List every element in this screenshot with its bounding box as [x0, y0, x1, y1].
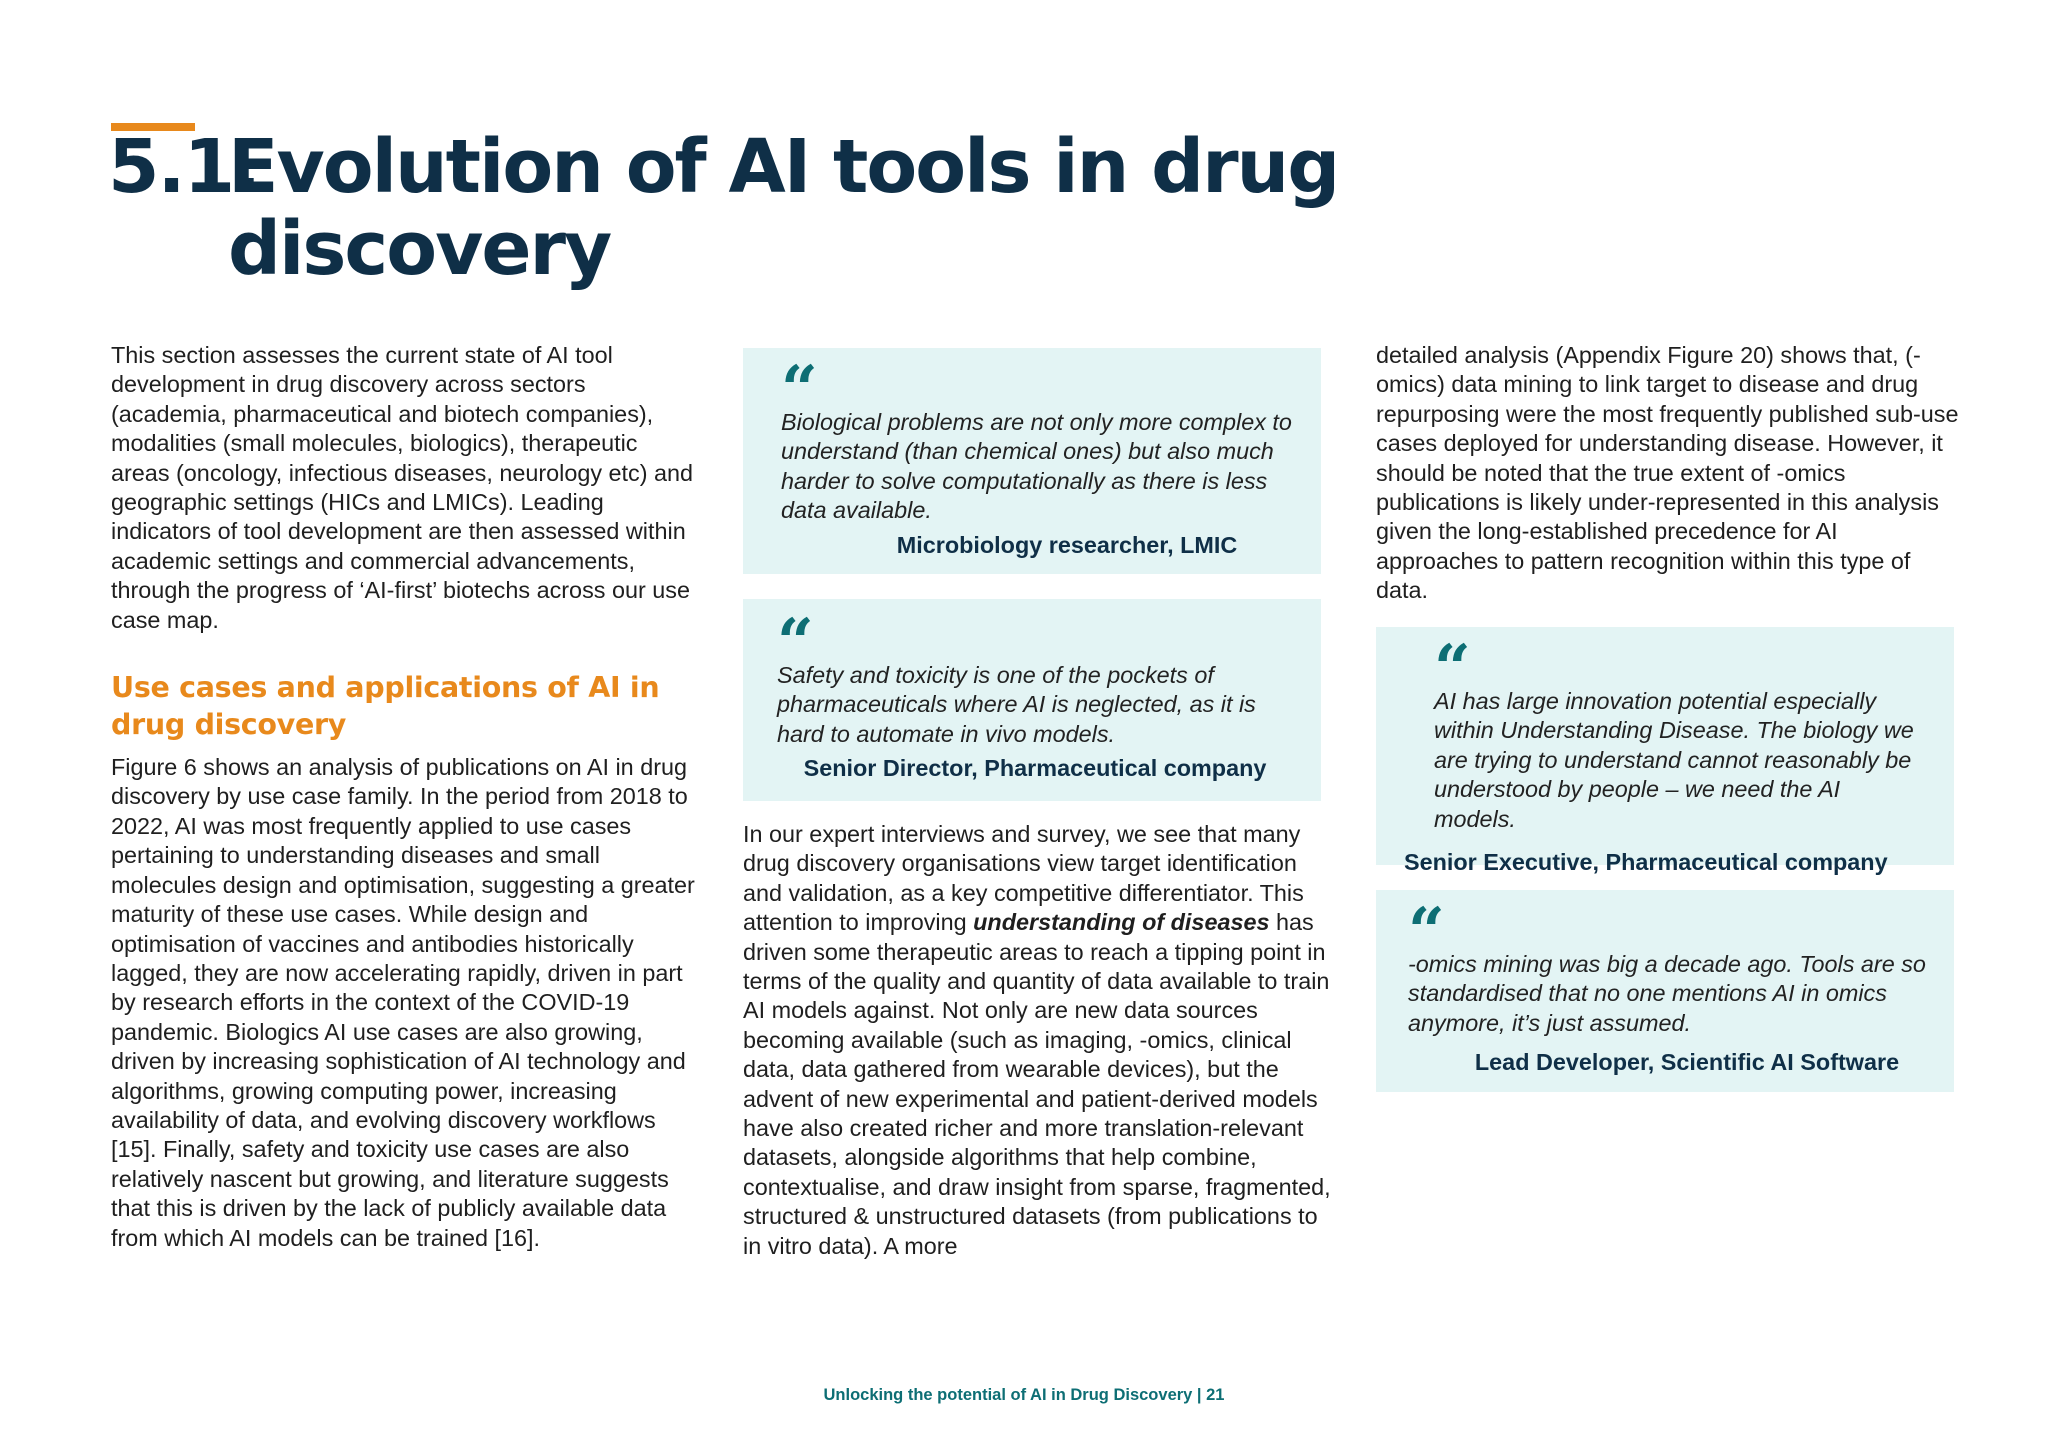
emphasis-text: understanding of diseases	[973, 909, 1270, 936]
paragraph-part-1: In our expert interviews and survey, we see that many drug discovery organisations view target identification and validation, as a key competitive differentiator. This attention to improving	[743, 821, 1304, 936]
intro-paragraph: This section assesses the current state of AI tool development in drug discovery across sectors (academia, pharmaceutical and biotech companies), modalities (small molecules, biologics), therapeutic areas (oncology, infectious diseases, neurology etc) and geographic settings (HICs and LMICs). Leading indicators of tool development are then assessed within academic settings and commercial advancements, through the progress of ‘AI-first’ biotechs across our use case map.	[111, 342, 694, 633]
quote-box-1	[743, 348, 1321, 574]
quote-mark-icon: “	[781, 352, 818, 427]
paragraph-part-2: has driven some therapeutic areas to reach a tipping point in terms of the quality and quantity of data available to train AI models against. Not only are new data sources becoming available (such as imaging, -omics, clinical data, data gathered from wearable devices), but the advent of new experimental and patient-derived models have also created richer and more translation-relevant datasets, alongside algorithms that help combine, contextualise, and draw insight from sparse, fragmented, structured & unstructured datasets (from publications to in vitro data). A more	[743, 909, 1331, 1259]
quote-box-2	[743, 599, 1321, 801]
quote-attribution: Microbiology researcher, LMIC	[896, 531, 1238, 558]
section-number: 5.1.	[108, 124, 260, 210]
right-column	[1376, 341, 1966, 606]
quote-box-3	[1376, 627, 1954, 876]
quote-text: Biological problems are not only more complex to understand (than chemical ones) but also much harder to solve computationally as there is less data available.	[781, 409, 1292, 524]
quote-text: Safety and toxicity is one of the pockets of pharmaceuticals where AI is neglected, as it is hard to automate in vivo models.	[777, 662, 1256, 747]
analysis-paragraph: detailed analysis (Appendix Figure 20) shows that, (-omics) data mining to link target to disease and drug repurposing were the most frequently published sub-use cases deployed for understanding disease. However, it should be noted that the true extent of -omics publications is likely under-represented in this analysis given the long-established precedence for AI approaches to pattern recognition within this type of data.	[1376, 342, 1959, 604]
interviews-paragraph	[743, 820, 1333, 1261]
quote-text: AI has large innovation potential especially within Understanding Disease. The biology we are trying to understand cannot reasonably be understood by people – we need the AI models.	[1434, 688, 1914, 832]
left-column	[111, 341, 701, 1253]
title-line-1: Evolution of AI tools in drug	[228, 124, 1339, 210]
section-subheading: Use cases and applications of AI in drug discovery	[111, 671, 660, 742]
page-title	[108, 126, 1358, 290]
quote-attribution: Senior Director, Pharmaceutical company	[803, 755, 1267, 782]
quote-mark-icon: “	[1408, 894, 1445, 969]
quote-attribution: Senior Executive, Pharmaceutical company	[1404, 849, 1888, 876]
page-footer: Unlocking the potential of AI in Drug Discovery | 21	[823, 1386, 1225, 1404]
title-line-2: discovery	[228, 206, 611, 292]
quote-attribution: Lead Developer, Scientific AI Software	[1474, 1049, 1900, 1076]
quote-mark-icon: “	[1434, 631, 1471, 706]
quote-mark-icon: “	[777, 605, 814, 680]
quote-text: -omics mining was big a decade ago. Tools are so standardised that no one mentions AI in omics anymore, it’s just assumed.	[1408, 951, 1926, 1036]
middle-column	[743, 820, 1333, 1261]
use-cases-paragraph: Figure 6 shows an analysis of publications on AI in drug discovery by use case family. In the period from 2018 to 2022, AI was most frequently applied to use cases pertaining to understanding diseases and small molecules design and optimisation, suggesting a greater maturity of these use cases. While design and optimisation of vaccines and antibodies historically lagged, they are now accelerating rapidly, driven in part by research efforts in the context of the COVID-19 pandemic. Biologics AI use cases are also growing, driven by increasing sophistication of AI technology and algorithms, growing computing power, increasing availability of data, and evolving discovery workflows [15]. Finally, safety and toxicity use cases are also relatively nascent but growing, and literature suggests that this is driven by the lack of publicly available data from which AI models can be trained [16].	[111, 754, 695, 1251]
quote-box-4	[1376, 890, 1954, 1092]
